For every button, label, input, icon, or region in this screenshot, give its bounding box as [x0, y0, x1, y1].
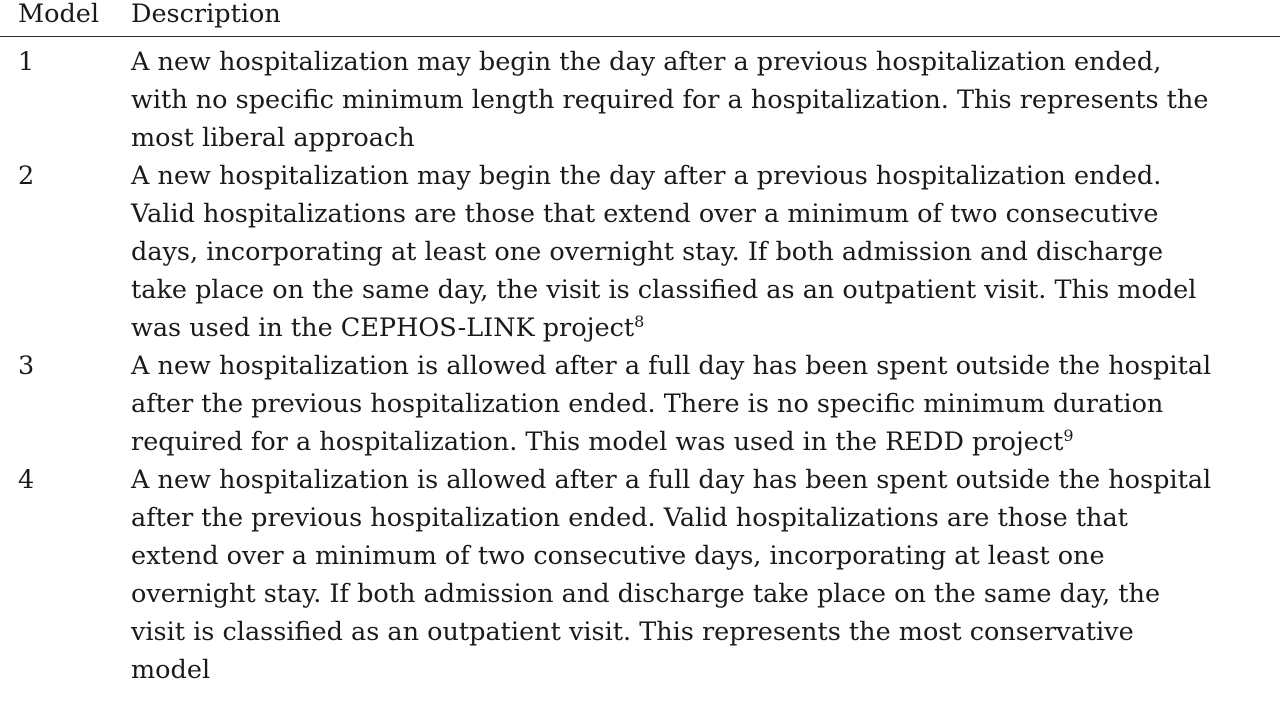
footnote-ref: 9: [1063, 426, 1074, 445]
model-description: [131, 347, 1280, 461]
description-text: A new hospitalization is allowed after a full day has been spent outside the hospital after the previous hospitalization ended. Valid hospitalizations are those that extend over a minimum of two consecutive days, incorporating at least one overnight stay. If both admission and discharge take place on the same day, the visit is classified as an outpatient visit. This represents the most conservative model: [131, 465, 1212, 685]
description-text: A new hospitalization may begin the day after a previous hospitalization ended, with no specific minimum length required for a hospitalization. This represents the most liberal approach: [131, 47, 1209, 153]
header-description: Description: [131, 0, 281, 29]
table-row: [0, 43, 1280, 157]
table-row: [0, 347, 1280, 461]
model-description: [131, 461, 1280, 689]
footnote-ref: 8: [634, 312, 645, 331]
model-number: 2: [18, 161, 35, 191]
table-row: [0, 461, 1280, 689]
model-number: 4: [18, 465, 35, 495]
description-text: A new hospitalization is allowed after a full day has been spent outside the hospital after the previous hospitalization ended. There is no specific minimum duration required for a hospitalization. This model was used in the REDD project: [131, 351, 1212, 457]
table-row: [0, 157, 1280, 347]
model-description: [131, 43, 1280, 157]
description-text: A new hospitalization may begin the day after a previous hospitalization ended. Valid hospitalizations are those that extend over a minimum of two consecutive days, incorporating at least one overnight stay. If both admission and discharge take place on the same day, the visit is classified as an outpatient visit. This model was used in the CEPHOS-LINK project: [131, 161, 1197, 343]
model-number: 1: [18, 47, 35, 77]
model-number: 3: [18, 351, 35, 381]
header-model: Model: [18, 0, 100, 29]
model-description: [131, 157, 1280, 347]
table-header: [0, 0, 1280, 37]
